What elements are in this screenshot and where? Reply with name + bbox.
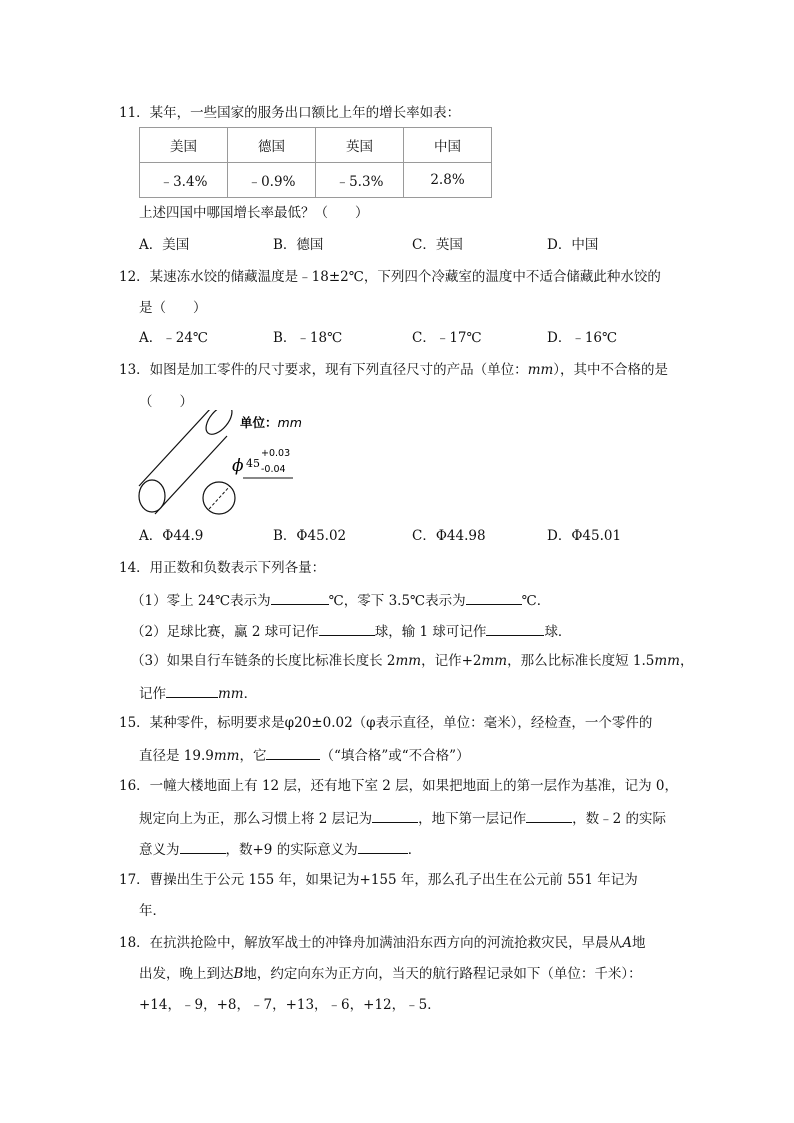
q15-text-a: 直径是 19.9: [139, 748, 214, 764]
q18-point-a: A: [622, 935, 632, 951]
q11-option-b[interactable]: B．德国: [273, 237, 324, 253]
q18-text-a: 18．在抗洪抢险中，解放军战士的冲锋舟加满油沿东西方向的河流抢救灾民，早晨从: [119, 935, 623, 951]
q13-option-b[interactable]: B．Φ45.02: [273, 528, 347, 544]
q14-part3-unit: mm: [395, 653, 422, 669]
q16-text-e: ，数+9 的实际意义为: [225, 842, 358, 858]
cylinder-figure: [135, 410, 315, 520]
q11-option-a[interactable]: A．美国: [139, 237, 190, 253]
table-cell: 2.8%: [404, 163, 492, 198]
q14-part3-cont: [139, 682, 257, 704]
header-cell: 德国: [228, 128, 316, 163]
cylinder-back-end: [201, 410, 237, 439]
q17-line1: 17．曹操出生于公元 155 年，如果记为+155 年，那么孔子出生在公元前 551 年记为: [119, 872, 638, 888]
lower-tolerance: -0.04: [261, 464, 286, 475]
q18-text-b: 地: [631, 935, 646, 951]
q18-line1: [119, 933, 645, 953]
q14-part2-text-b: 球，输 1 球可记作: [374, 624, 487, 640]
cylinder-edge: [155, 436, 227, 514]
cross-section-circle: [203, 482, 235, 514]
answer-blank[interactable]: [486, 620, 544, 636]
q12-option-b[interactable]: B．﹣18℃: [273, 330, 343, 346]
nominal-diameter: 45: [246, 457, 260, 470]
q14-part2-text-c: 球．: [544, 624, 572, 640]
cylinder-edge: [139, 410, 211, 486]
cylinder-diagram: [135, 410, 315, 520]
answer-blank[interactable]: [526, 807, 572, 823]
q14-part1: [131, 589, 550, 611]
q16-text-d: 意义为: [139, 842, 180, 858]
q14-part3-text-b: ，记作+2: [421, 653, 482, 669]
answer-blank[interactable]: [166, 682, 218, 698]
q14-part3-text-a: （3）如果自行车链条的长度比标准长度长 2: [131, 653, 396, 669]
q13-option-d[interactable]: D．Φ45.01: [547, 528, 622, 544]
q18-line2: [139, 964, 642, 984]
header-cell: 英国: [316, 128, 404, 163]
answer-blank[interactable]: [266, 744, 320, 760]
growth-rate-table: [139, 127, 492, 198]
q14-part1-text-b: ℃，零下 3.5℃表示为: [328, 593, 466, 609]
q14-part3: [131, 651, 693, 671]
q14-part1-text-a: （1）零上 24℃表示为: [131, 593, 271, 609]
header-cell: 美国: [140, 128, 228, 163]
q18-text-c: 出发，晚上到达: [139, 966, 234, 982]
table-row: [140, 163, 492, 198]
q14-part2: [131, 620, 571, 642]
q15-text-c: （“填合格”或“不合格”）: [320, 748, 470, 764]
q12-line1: 12．某速冻水饺的储藏温度是﹣18±2℃，下列四个冷藏室的温度中不适合储藏此种水饺的: [119, 269, 661, 285]
table-cell: ﹣5.3%: [316, 163, 404, 198]
q14-part3-text-f: ．: [243, 686, 258, 702]
answer-blank[interactable]: [180, 838, 226, 854]
q16-line2: [139, 807, 666, 829]
answer-blank[interactable]: [358, 838, 408, 854]
header-cell: 中国: [404, 128, 492, 163]
q13-line2: （ ）: [139, 394, 193, 410]
q18-record: +14，﹣9，+8，﹣7，+13，﹣6，+12，﹣5．: [139, 997, 441, 1013]
q14-part3-text-c: ，那么比标准长度短 1.5: [507, 653, 655, 669]
q16-text-b: ，地下第一层记作: [418, 811, 527, 827]
q16-line1: 16．一幢大楼地面上有 12 层，还有地下室 2 层，如果把地面上的第一层作为基准，记为 0，: [119, 778, 678, 794]
q13-option-c[interactable]: C．Φ44.98: [412, 528, 486, 544]
q15-unit: mm: [213, 748, 240, 764]
q16-text-c: ，数﹣2 的实际: [572, 811, 667, 827]
q11-question: 上述四国中哪国增长率最低？（ ）: [139, 205, 369, 221]
q18-text-d: 地，约定向东为正方向，当天的航行路程记录如下（单位：千米）：: [243, 966, 642, 982]
q14-part2-text-a: （2）足球比赛，赢 2 球可记作: [131, 624, 319, 640]
q13-option-a[interactable]: A．Φ44.9: [139, 528, 204, 544]
q12-option-a[interactable]: A．﹣24℃: [139, 330, 209, 346]
figure-unit-label: 单位：mm: [240, 415, 302, 430]
q14-part3-unit: mm: [218, 686, 244, 702]
answer-blank[interactable]: [372, 807, 418, 823]
q12-line2: 是（ ）: [139, 300, 207, 316]
phi-symbol: ϕ: [232, 456, 244, 476]
q14-part1-text-c: ℃．: [521, 593, 551, 609]
q16-text-a: 规定向上为正，那么习惯上将 2 层记为: [139, 811, 373, 827]
cylinder-front-end: [139, 480, 165, 512]
answer-blank[interactable]: [319, 620, 375, 636]
q13-unit: mm: [527, 362, 554, 378]
diameter-line: [209, 486, 230, 509]
answer-blank[interactable]: [271, 589, 329, 605]
q14-part3-unit: mm: [654, 653, 680, 669]
q11-option-c[interactable]: C．英国: [412, 237, 463, 253]
q15-line1: 15．某种零件，标明要求是φ20±0.02（φ表示直径，单位：毫米），经检查，一个零件的: [119, 715, 653, 731]
q12-option-c[interactable]: C．﹣17℃: [412, 330, 482, 346]
table-cell: ﹣0.9%: [228, 163, 316, 198]
q12-option-d[interactable]: D．﹣16℃: [547, 330, 618, 346]
q14-part3-unit: mm: [481, 653, 508, 669]
q14-part3-text-e: 记作: [139, 686, 166, 702]
q18-point-b: B: [233, 966, 244, 982]
q16-text-f: ．: [407, 842, 422, 858]
q13-text-b: ），其中不合格的是: [553, 362, 669, 378]
q14-stem: 14．用正数和负数表示下列各量：: [119, 560, 326, 576]
q13-line1: [119, 360, 668, 380]
q17-line2: 年．: [139, 903, 166, 919]
q15-text-b: ，它: [239, 748, 267, 764]
table-cell: ﹣3.4%: [140, 163, 228, 198]
q13-text-a: 13．如图是加工零件的尺寸要求，现有下列直径尺寸的产品（单位：: [119, 362, 528, 378]
q14-part3-text-d: ，: [679, 653, 694, 669]
answer-blank[interactable]: [466, 589, 522, 605]
q11-stem: 11．某年，一些国家的服务出口额比上年的增长率如表：: [119, 105, 461, 121]
q15-line2: [139, 744, 470, 766]
table-header-row: [140, 128, 492, 163]
upper-tolerance: +0.03: [261, 448, 291, 459]
q16-line3: [139, 838, 421, 860]
q11-option-d[interactable]: D．中国: [547, 237, 599, 253]
